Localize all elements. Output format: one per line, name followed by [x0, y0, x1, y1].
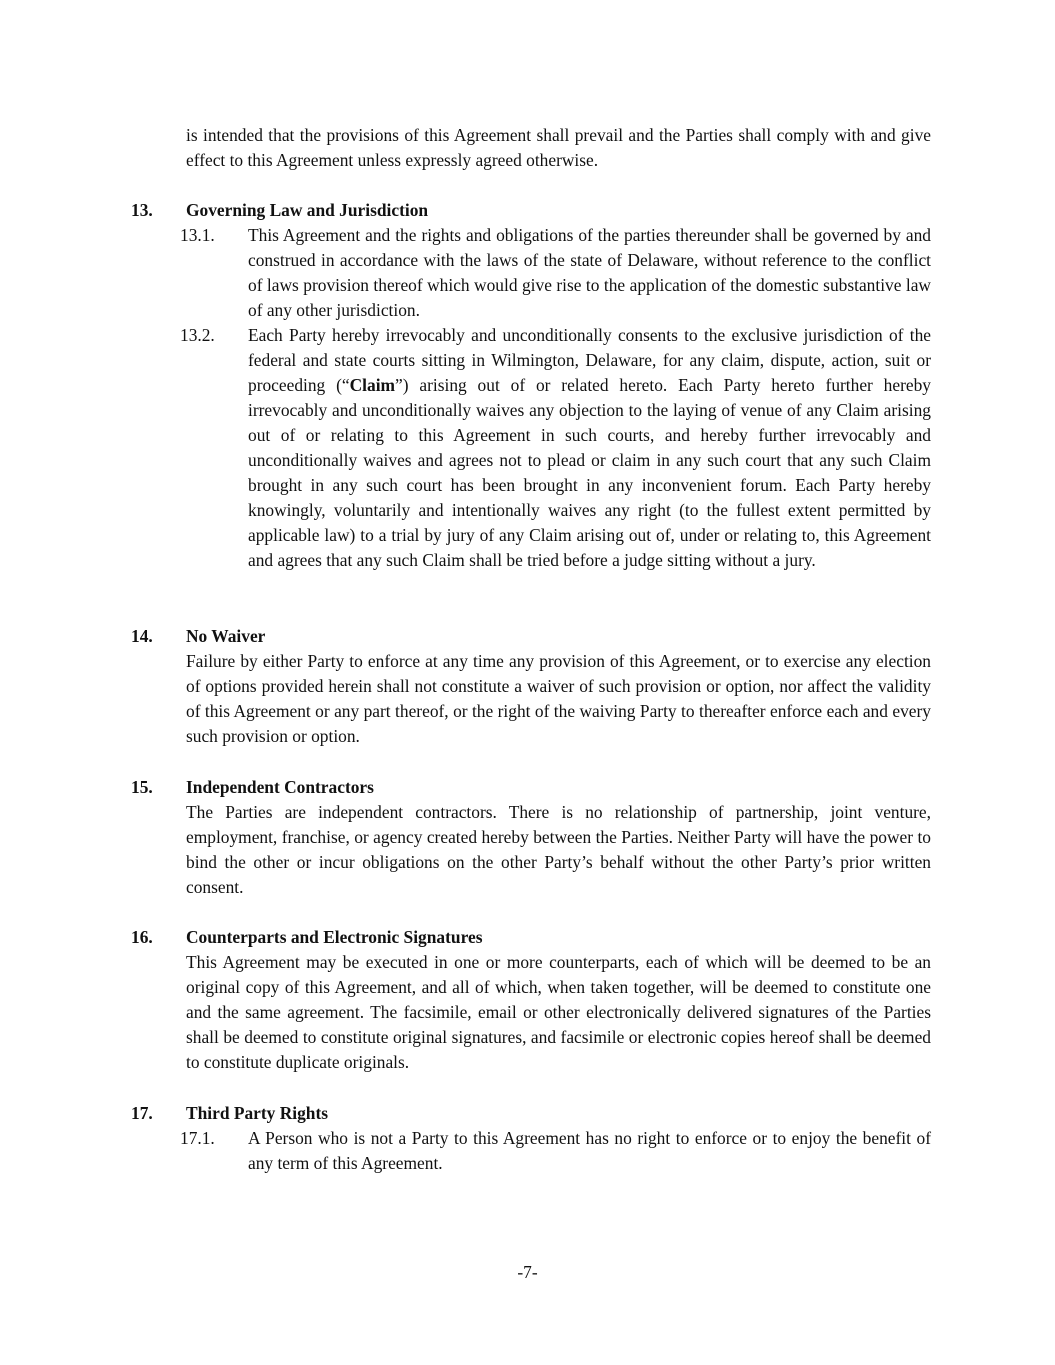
section-text: Failure by either Party to enforce at any time any provision of this Agreement, or to exercise any election of options provided herein shall not constitute a waiver of such provision or option, nor affect the validity of this Agreement or any part thereof, or the right of the waiving Party to thereafter enforce each and every such provision or option.	[186, 651, 931, 746]
section-title: Independent Contractors	[186, 777, 374, 797]
section-number: 13.	[131, 200, 153, 220]
clause-17-1	[0, 1126, 1055, 1176]
clause-number: 17.1.	[180, 1128, 215, 1148]
section-number: 14.	[131, 626, 153, 646]
section-title: No Waiver	[186, 626, 266, 646]
section-heading	[0, 775, 1055, 800]
clause-text-part: Each Party hereby irrevocably and unconditionally consents to the exclusive jurisdiction of the federal and state courts sitting in Wilmington, Delaware, for any claim, dispute, action, suit or proceeding (“	[248, 325, 931, 395]
section-title: Governing Law and Jurisdiction	[186, 200, 429, 220]
clause-text: A Person who is not a Party to this Agreement has no right to enforce or to enjoy the benefit of any term of this Agreement.	[248, 1128, 931, 1173]
section-title: Third Party Rights	[186, 1103, 329, 1123]
clause-13-1	[0, 223, 1055, 323]
section-heading	[0, 1101, 1055, 1126]
section-heading	[0, 925, 1055, 950]
section-17	[0, 1101, 1055, 1176]
clause-number: 13.2.	[180, 325, 215, 345]
section-13	[0, 198, 1055, 573]
section-number: 15.	[131, 777, 153, 797]
clause-13-2	[0, 323, 1055, 573]
section-title: Counterparts and Electronic Signatures	[186, 927, 483, 947]
section-heading	[0, 624, 1055, 649]
section-text: This Agreement may be executed in one or more counterparts, each of which will be deemed to be an original copy of this Agreement, and all of which, when taken together, will be deemed to constitute one and the same agreement. The facsimile, email or other electronically delivered signatures of the Parties shall be deemed to constitute original signatures, and facsimile or electronic copies hereof shall be deemed to constitute duplicate originals.	[186, 952, 931, 1072]
defined-term: Claim	[349, 375, 396, 395]
section-text: The Parties are independent contractors. There is no relationship of partnership, joint venture, employment, franchise, or agency created hereby between the Parties. Neither Party will have the power to bind the other or incur obligations on the other Party’s behalf without the other Party’s prior written consent.	[186, 802, 931, 897]
clause-text: This Agreement and the rights and obligations of the parties thereunder shall be governed by and construed in accordance with the laws of the state of Delaware, without reference to the conflict of laws provision thereof which would give rise to the application of the domestic substantive law of any other jurisdiction.	[248, 225, 931, 320]
section-number: 16.	[131, 927, 153, 947]
section-number: 17.	[131, 1103, 153, 1123]
page-number: -7-	[517, 1262, 538, 1282]
section-16	[0, 925, 1055, 1075]
clause-text	[248, 323, 931, 573]
clause-text-part: ”) arising out of or related hereto. Each Party hereto further hereby irrevocably and unconditionally waives any objection to the laying of venue of any Claim arising out of or relating to this Agreement in such courts, and hereby further irrevocably and unconditionally waives and agrees not to plead or claim in any such court that any such Claim brought in any such court has been brought in any inconvenient forum. Each Party hereby knowingly, voluntarily and intentionally waives any right (to the fullest extent permitted by applicable law) to a trial by jury of any Claim arising out of, under or relating to, this Agreement and agrees that any such Claim shall be tried before a judge sitting without a jury.	[248, 375, 931, 570]
section-15	[0, 775, 1055, 900]
intro-paragraph: is intended that the provisions of this Agreement shall prevail and the Parties shall comply with and give effect to this Agreement unless expressly agreed otherwise.	[186, 125, 931, 170]
section-heading	[0, 198, 1055, 223]
clause-number: 13.1.	[180, 225, 215, 245]
section-14	[0, 624, 1055, 749]
